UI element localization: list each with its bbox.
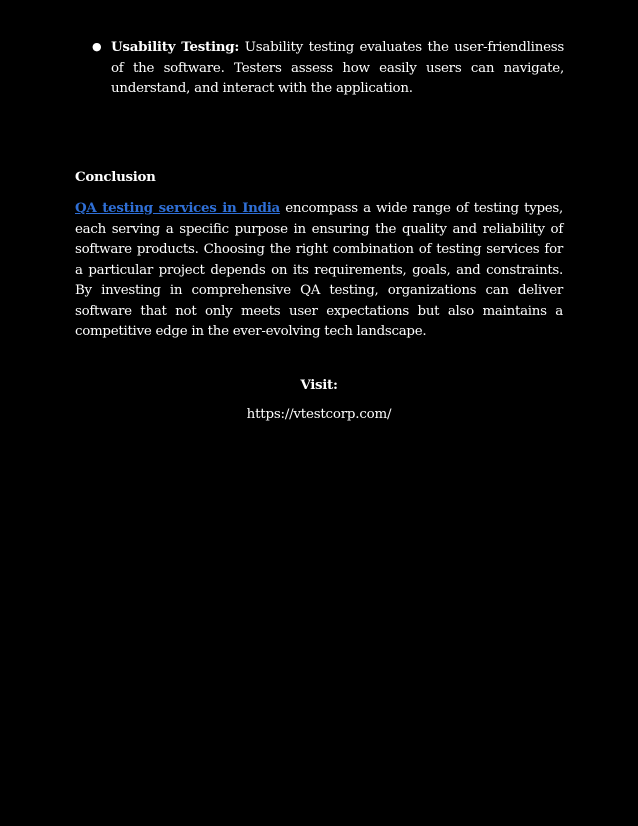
conclusion-heading: Conclusion <box>75 169 156 185</box>
visit-label: Visit: <box>300 377 338 393</box>
bullet-icon: ● <box>92 40 102 53</box>
conclusion-body: encompass a wide range of testing types, each serving a specific purpose in ensuring the quality and reliability of software products. Choosing the right combination of testing services for a particular project depends on its requirements, goals, and constraints. By investing in comprehensive QA testing, organizations can deliver software that not only meets user expectations but also maintains a competitive edge in the ever-evolving tech landscape. <box>75 201 564 339</box>
visit-url: https://vtestcorp.com/ <box>246 407 392 422</box>
bullet-description: Usability testing evaluates the user-friendliness of the software. Testers assess how easily users can navigate, understand, and interact with the application. <box>111 40 564 96</box>
qa-services-link[interactable]: QA testing services in India <box>75 200 280 216</box>
bullet-text <box>111 37 564 100</box>
bullet-title: Usability Testing: <box>111 39 240 55</box>
usability-testing-bullet <box>92 37 564 100</box>
conclusion-paragraph <box>75 198 563 343</box>
